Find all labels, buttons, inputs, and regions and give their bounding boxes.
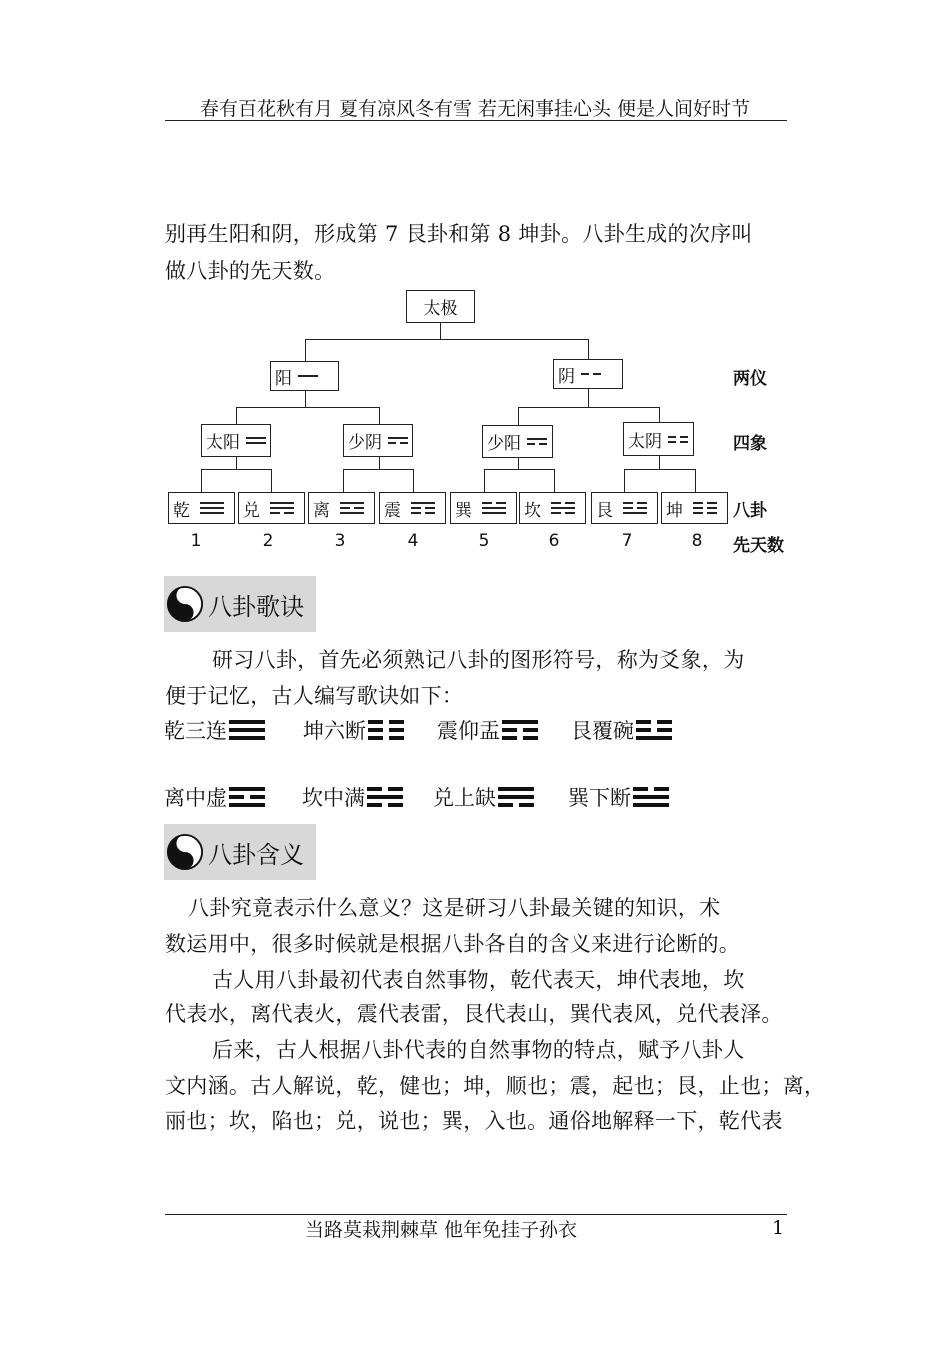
yang-line (388, 437, 408, 439)
connector (305, 339, 306, 361)
sixiang-box-shaoyang (482, 425, 553, 458)
yang-line (246, 437, 266, 439)
section-title: 八卦歌诀 (208, 592, 304, 621)
yin-line (668, 436, 688, 438)
xiantian-number: 6 (548, 531, 560, 551)
paragraph-line: 后来，古人根据八卦代表的自然事物的特点，赋予八卦人 (212, 1038, 745, 1062)
paragraph-line: 文内涵。古人解说，乾，健也；坤，顺也；震，起也；艮，止也；离， (165, 1074, 826, 1098)
bagua-label: 坤 (666, 500, 683, 521)
bagua-box (379, 492, 446, 524)
trigram-icon (633, 787, 669, 807)
yao-symbol-icon (298, 375, 318, 377)
song-text: 坎中满 (302, 786, 365, 810)
intro-line-2: 做八卦的先天数。 (165, 259, 336, 283)
yang-line (229, 728, 265, 732)
yin-line (368, 728, 404, 732)
row-label-xiantian: 先天数 (733, 536, 784, 556)
connector (440, 323, 441, 339)
connector (518, 407, 519, 425)
connector (236, 457, 237, 469)
connector (588, 389, 589, 407)
trigram-icon (229, 720, 265, 740)
yang-line (551, 507, 575, 509)
header-rule (165, 120, 787, 121)
connector (201, 469, 202, 492)
connector (379, 457, 380, 469)
song-item (571, 715, 672, 745)
yao-symbol-icon (246, 437, 266, 444)
yang-line (200, 507, 224, 509)
trigram-icon (367, 787, 403, 807)
trigram-icon (200, 502, 224, 514)
connector (484, 469, 554, 470)
bagua-box (519, 492, 586, 524)
yin-line (636, 720, 672, 724)
section-heading-hanyi (164, 824, 316, 880)
yin-line (388, 442, 408, 444)
connector (343, 469, 344, 492)
connector (659, 407, 660, 422)
yang-line (527, 438, 547, 440)
yang-line (623, 512, 647, 514)
song-text: 离中虚 (164, 786, 227, 810)
connector (201, 469, 271, 470)
taiji-label: 太极 (423, 299, 458, 319)
connector (624, 469, 625, 492)
connector (554, 469, 555, 492)
connector (343, 469, 413, 470)
intro-line-1: 别再生阳和阴，形成第 7 艮卦和第 8 坤卦。八卦生成的次序叫 (165, 222, 753, 246)
yin-line (623, 502, 647, 504)
bagua-label: 震 (384, 500, 401, 521)
yin-line (502, 728, 538, 732)
song-text: 震仰盂 (437, 719, 500, 743)
row-label-liangyi: 两仪 (733, 369, 767, 389)
liangyi-box-yang (270, 361, 339, 391)
section-title: 八卦含义 (208, 840, 304, 869)
yang-line (482, 507, 506, 509)
yin-yang-icon (166, 585, 204, 623)
bagua-box (661, 492, 728, 524)
yin-line (411, 512, 435, 514)
connector (659, 456, 660, 469)
trigram-icon (229, 787, 265, 807)
trigram-icon (693, 502, 717, 514)
song-item (164, 782, 265, 812)
yin-line (551, 502, 575, 504)
yin-line (368, 720, 404, 724)
bagua-box (450, 492, 517, 524)
yang-line (229, 736, 265, 740)
bagua-label: 离 (313, 500, 330, 521)
yin-line (340, 507, 364, 509)
bagua-box (238, 492, 305, 524)
yang-line (270, 502, 294, 504)
yin-yang-icon (166, 833, 204, 871)
yin-line (668, 441, 688, 443)
yang-line (633, 803, 669, 807)
yang-line (229, 803, 265, 807)
song-text: 乾三连 (164, 719, 227, 743)
liangyi-box-yin (553, 359, 623, 389)
song-text: 艮覆碗 (571, 719, 634, 743)
yin-line (623, 507, 647, 509)
yang-line (229, 787, 265, 791)
connector (518, 407, 659, 408)
bagua-box (308, 492, 375, 524)
yang-line (482, 512, 506, 514)
trigram-icon (368, 720, 404, 740)
yang-line (200, 502, 224, 504)
connector (305, 339, 588, 340)
song-item (303, 715, 404, 745)
bagua-label: 乾 (173, 500, 190, 521)
yin-line (551, 512, 575, 514)
xiantian-number: 1 (190, 531, 202, 551)
xiantian-number: 4 (407, 531, 419, 551)
yin-line (693, 507, 717, 509)
yang-line (502, 720, 538, 724)
bagua-label: 坎 (524, 500, 541, 521)
song-text: 巽下断 (568, 786, 631, 810)
connector (484, 469, 485, 492)
song-text: 坤六断 (303, 719, 366, 743)
trigram-icon (551, 502, 575, 514)
yang-line (636, 736, 672, 740)
song-item (164, 715, 265, 745)
xiantian-number: 3 (334, 531, 346, 551)
song-text: 兑上缺 (433, 786, 496, 810)
yao-symbol-icon (388, 437, 408, 444)
bagua-box (168, 492, 235, 524)
bagua-box (591, 492, 658, 524)
yang-line (270, 507, 294, 509)
paragraph-line: 丽也；坎，陷也；兑，说也；巽，入也。通俗地解释一下，乾代表 (165, 1109, 783, 1133)
yin-line (636, 728, 672, 732)
xiantian-number: 7 (621, 531, 633, 551)
yao-symbol-icon (527, 438, 547, 445)
yang-line (340, 502, 364, 504)
bagua-label: 艮 (596, 500, 613, 521)
yang-line (633, 795, 669, 799)
bagua-label: 兑 (243, 500, 260, 521)
yang-line (200, 512, 224, 514)
yao-symbol-icon (581, 373, 601, 375)
trigram-icon (340, 502, 364, 514)
liangyi-label: 阴 (558, 366, 575, 387)
connector (624, 469, 695, 470)
yin-line (581, 373, 601, 375)
yang-line (498, 787, 534, 791)
sixiang-label: 少阳 (487, 434, 521, 454)
xiantian-number: 5 (478, 531, 490, 551)
connector (305, 391, 306, 407)
connector (236, 407, 237, 424)
connector (236, 407, 379, 408)
trigram-icon (623, 502, 647, 514)
xiantian-number: 2 (262, 531, 274, 551)
connector (518, 458, 519, 469)
row-label-sixiang: 四象 (733, 434, 767, 454)
trigram-icon (636, 720, 672, 740)
paragraph-line: 便于记忆，古人编写歌诀如下： (165, 684, 464, 708)
yang-line (411, 502, 435, 504)
yin-line (368, 736, 404, 740)
trigram-icon (482, 502, 506, 514)
yang-line (246, 442, 266, 444)
paragraph-line: 古人用八卦最初代表自然事物，乾代表天，坤代表地，坎 (212, 968, 745, 992)
bagua-label: 巽 (455, 500, 472, 521)
yin-line (693, 502, 717, 504)
trigram-icon (270, 502, 294, 514)
connector (588, 339, 589, 359)
yin-line (502, 736, 538, 740)
song-item (433, 782, 534, 812)
yin-line (229, 795, 265, 799)
yao-symbol-icon (668, 436, 688, 443)
xiantian-number: 8 (691, 531, 703, 551)
yin-line (633, 787, 669, 791)
trigram-icon (502, 720, 538, 740)
footer-text: 当路莫栽荆棘草 他年免挂子孙衣 (305, 1219, 578, 1241)
sixiang-box-shaoyin (343, 424, 413, 457)
paragraph-line: 研习八卦，首先必须熟记八卦的图形符号，称为爻象，为 (212, 648, 745, 672)
section-heading-gejue (164, 576, 316, 632)
trigram-icon (411, 502, 435, 514)
song-item (437, 715, 538, 745)
connector (695, 469, 696, 492)
yin-line (527, 443, 547, 445)
sixiang-box-taiyin (623, 422, 694, 456)
row-label-bagua: 八卦 (733, 501, 767, 521)
yin-line (498, 803, 534, 807)
yang-line (229, 720, 265, 724)
page-number: 1 (772, 1217, 785, 1239)
sixiang-label: 太阳 (206, 433, 240, 453)
sixiang-box-taiyang (201, 424, 271, 457)
yin-line (367, 803, 403, 807)
connector (413, 469, 414, 492)
page-header: 春有百花秋有月 夏有凉风冬有雪 若无闲事挂心头 便是人间好时节 (199, 98, 751, 120)
yang-line (367, 795, 403, 799)
song-item (568, 782, 669, 812)
paragraph-line: 八卦究竟表示什么意义？这是研习八卦最关键的知识，术 (188, 896, 721, 920)
paragraph-line: 代表水，离代表火，震代表雷，艮代表山，巽代表风，兑代表泽。 (165, 1002, 783, 1026)
connector (379, 407, 380, 424)
taiji-box (406, 290, 475, 323)
yin-line (693, 512, 717, 514)
yin-line (270, 512, 294, 514)
connector (271, 469, 272, 492)
yang-line (298, 375, 318, 377)
liangyi-label: 阳 (275, 368, 292, 389)
yin-line (411, 507, 435, 509)
song-item (302, 782, 403, 812)
sixiang-label: 少阴 (348, 433, 382, 453)
trigram-icon (498, 787, 534, 807)
yin-line (367, 787, 403, 791)
sixiang-label: 太阴 (628, 431, 662, 452)
yin-line (482, 502, 506, 504)
yang-line (340, 512, 364, 514)
yang-line (498, 795, 534, 799)
paragraph-line: 数运用中，很多时候就是根据八卦各自的含义来进行论断的。 (165, 932, 741, 956)
